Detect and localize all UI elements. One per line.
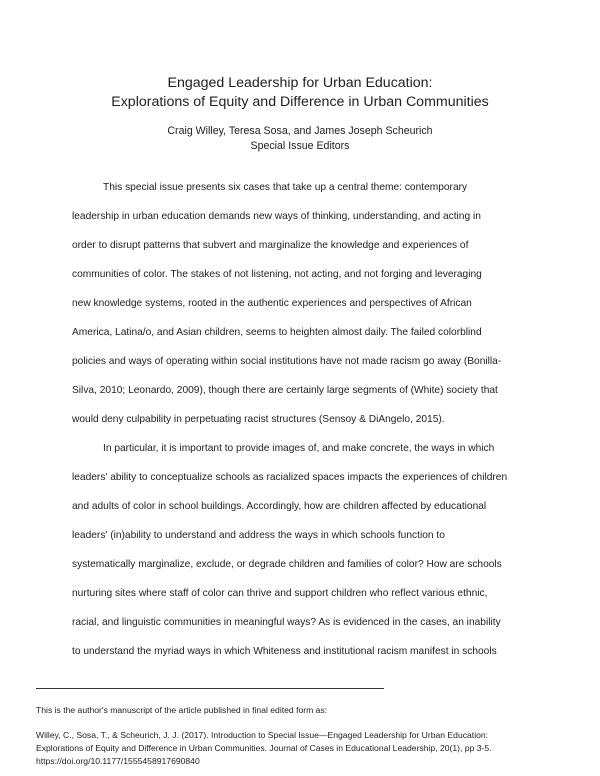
doi-link[interactable]: https://doi.org/10.1177/1555458917690840	[36, 756, 200, 766]
body-line: new knowledge systems, rooted in the authentic experiences and perspectives of African	[72, 298, 472, 309]
author-role: Special Issue Editors	[250, 140, 350, 152]
body-line: America, Latina/o, and Asian children, seems to heighten almost daily. The failed colorblind	[72, 327, 482, 338]
citation-line: Willey, C., Sosa, T., & Scheurich, J. J. (2017). Introduction to Special Issue—Engaged Leadership for Urban Education:	[36, 730, 489, 740]
body-line: racial, and linguistic communities in meaningful ways? As is evidenced in the cases, an inability	[72, 617, 501, 628]
body-line: leaders' ability to conceptualize schools as racialized spaces impacts the experiences of children	[72, 472, 508, 483]
body-line: nurturing sites where staff of color can thrive and support children who reflect various ethnic,	[72, 588, 488, 599]
body-line: Silva, 2010; Leonardo, 2009), though there are certainly large segments of (White) society that	[72, 385, 498, 396]
citation-line: Explorations of Equity and Difference in Urban Communities. Journal of Cases in Educational Leadership, 20(1), pp 3-5.	[36, 743, 492, 753]
body-line: leaders' (in)ability to understand and address the ways in which schools function to	[72, 530, 445, 541]
body-line: policies and ways of operating within social institutions have not made racism go away (Bonilla-	[72, 356, 502, 367]
body-line: This special issue presents six cases that take up a central theme: contemporary	[103, 182, 468, 193]
body-line: and adults of color in school buildings. Accordingly, how are children affected by educational	[72, 501, 487, 512]
author-names: Craig Willey, Teresa Sosa, and James Joseph Scheurich	[167, 125, 433, 137]
body-line: systematically marginalize, exclude, or degrade children and families of color? How are schools	[72, 559, 502, 570]
article-title-line-1: Engaged Leadership for Urban Education:	[167, 75, 433, 91]
body-line: to understand the myriad ways in which Whiteness and institutional racism manifest in schools	[72, 646, 497, 657]
body-line: order to disrupt patterns that subvert and marginalize the knowledge and experiences of	[72, 240, 469, 251]
body-line: would deny culpability in perpetuating racist structures (Sensoy & DiAngelo, 2015).	[72, 414, 445, 425]
footnote-divider	[36, 688, 384, 689]
body-line: In particular, it is important to provide images of, and make concrete, the ways in which	[103, 443, 495, 454]
manuscript-note: This is the author's manuscript of the article published in final edited form as:	[36, 705, 328, 715]
body-line: leadership in urban education demands new ways of thinking, understanding, and acting in	[72, 211, 481, 222]
article-title-line-2: Explorations of Equity and Difference in Urban Communities	[111, 94, 489, 110]
body-line: communities of color. The stakes of not listening, not acting, and not forging and leveraging	[72, 269, 482, 280]
